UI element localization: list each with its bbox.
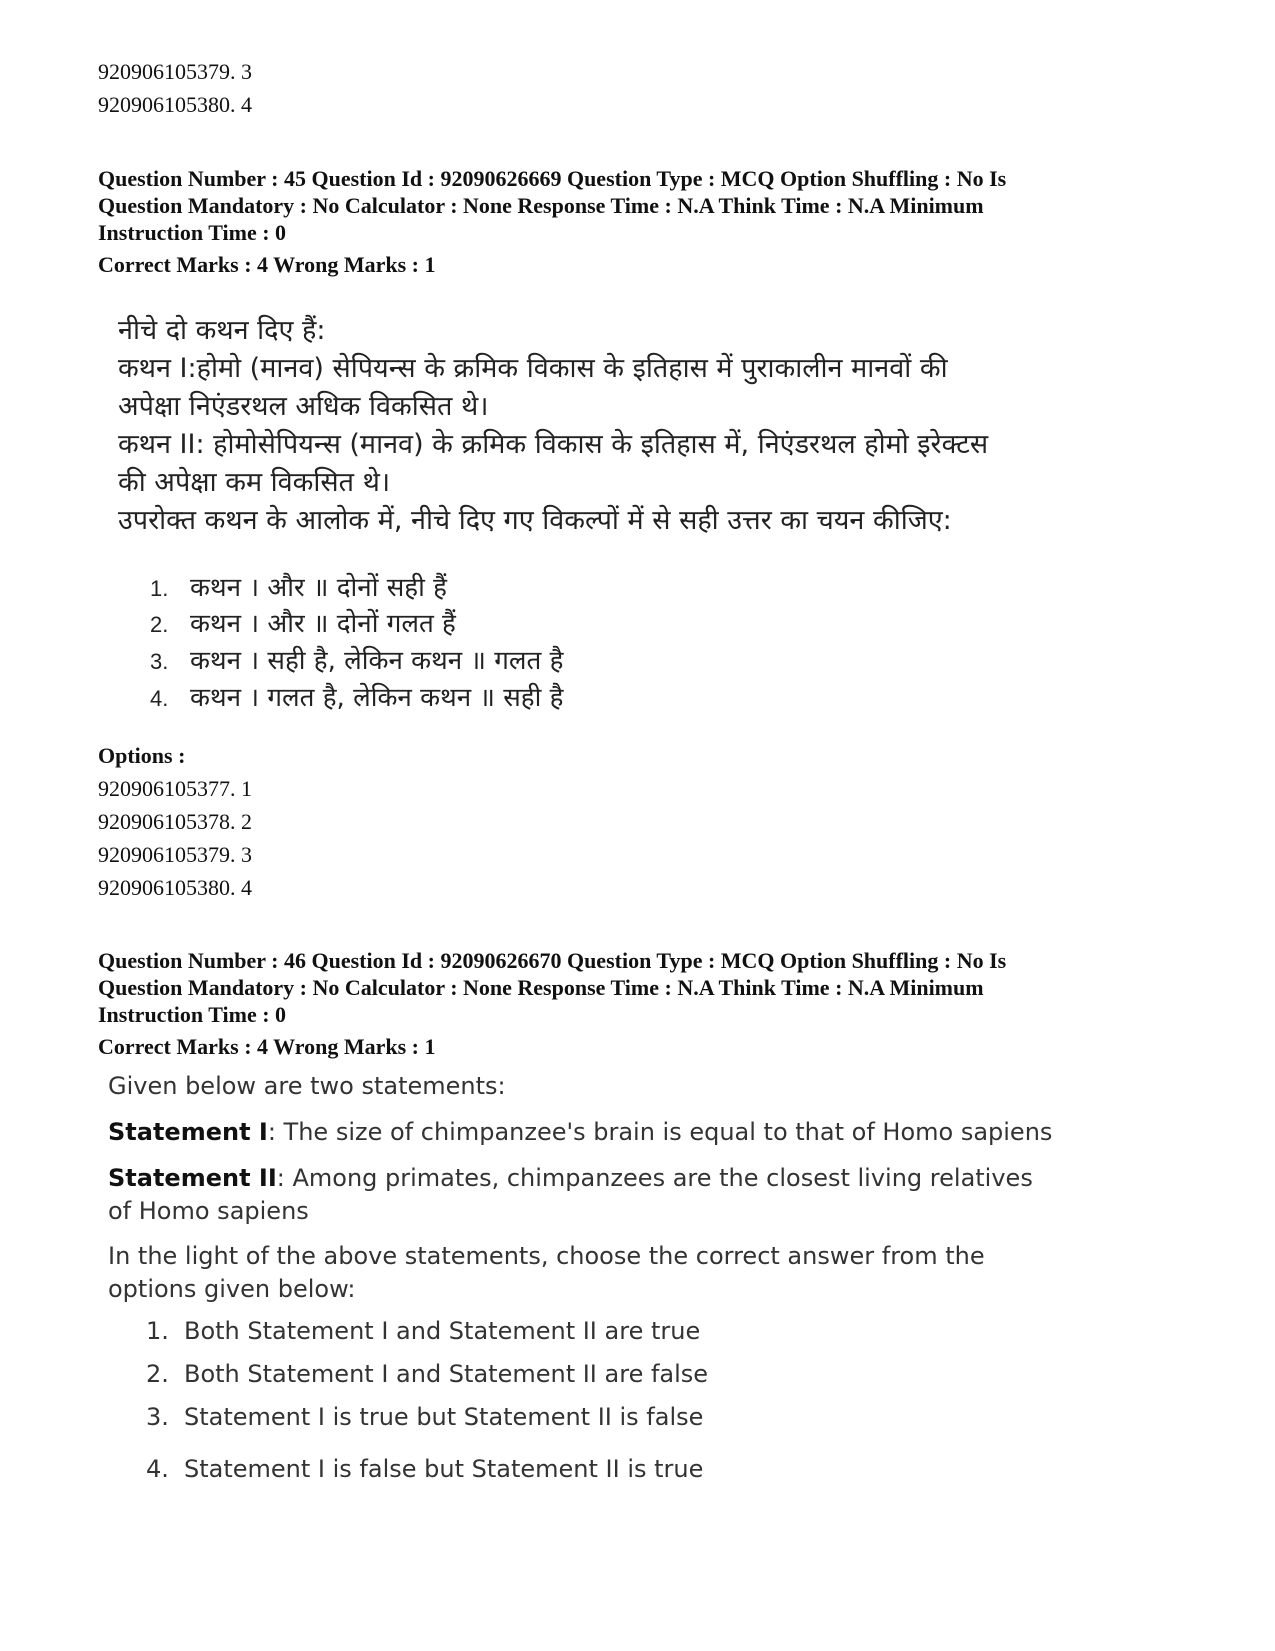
statement-2-label: Statement II [108,1164,277,1192]
options-label: Options : [98,743,186,768]
statement-1-text: : The size of chimpanzee's brain is equal to that of Homo sapiens [267,1118,1053,1146]
choice-text: कथन । और ॥ दोनों सही हैं [190,573,447,603]
question-46-choice [146,1317,700,1345]
option-line: 920906105379. 3 [98,842,252,867]
question-45-choice [150,568,447,604]
option-line: 920906105380. 4 [98,875,252,900]
body-line: कथन II: होमोसेपियन्स (मानव) के क्रमिक विकास के इतिहास में, निएंडरथल होमो इरेक्टस [118,429,989,460]
question-46-choice [146,1403,703,1431]
question-45-choice [150,604,456,640]
question-46-choice [146,1455,703,1483]
statement-2-text-cont: of Homo sapiens [108,1197,309,1225]
body-line: की अपेक्षा कम विकसित थे। [118,467,391,498]
question-45-marks: Correct Marks : 4 Wrong Marks : 1 [98,252,436,277]
choice-number: 3. [146,1403,169,1431]
body-line: नीचे दो कथन दिए हैं: [118,315,326,346]
option-line: 920906105377. 1 [98,776,252,801]
statement-1 [108,1116,1052,1149]
choice-text: कथन । सही है, लेकिन कथन ॥ गलत है [190,646,564,676]
choice-number: 2. [146,1360,169,1388]
meta-line: Question Number : 45 Question Id : 92090626669 Question Type : MCQ Option Shuffling : No Is [98,166,1007,191]
choice-text: Statement I is true but Statement II is false [184,1403,704,1431]
choice-number: 4. [146,1455,169,1483]
choice-number: 3. [150,649,169,674]
meta-line: Instruction Time : 0 [98,1002,287,1027]
question-46-meta [98,947,1178,1028]
choice-number: 1. [146,1317,169,1345]
meta-line: Question Number : 46 Question Id : 92090626670 Question Type : MCQ Option Shuffling : No Is [98,948,1007,973]
body-line: कथन I:होमो (मानव) सेपियन्स के क्रमिक विकास के इतिहास में पुराकालीन मानवों की [118,353,948,384]
statement-2 [108,1162,1033,1228]
meta-line: Instruction Time : 0 [98,220,287,245]
choice-text: Statement I is false but Statement II is true [184,1455,704,1483]
question-45-meta [98,165,1178,246]
question-45-choice [150,678,563,714]
option-line: 920906105378. 2 [98,809,252,834]
body-line: उपरोक्त कथन के आलोक में, नीचे दिए गए विकल्पों में से सही उत्तर का चयन कीजिए: [118,505,952,536]
instruction-line: In the light of the above statements, choose the correct answer from the [108,1242,985,1270]
statement-1-label: Statement I [108,1118,268,1146]
question-46-marks: Correct Marks : 4 Wrong Marks : 1 [98,1034,436,1059]
question-46-instruction [108,1240,985,1306]
body-line: अपेक्षा निएंडरथल अधिक विकसित थे। [118,391,489,422]
question-46-intro: Given below are two statements: [108,1072,506,1100]
option-line: 920906105379. 3 [98,59,252,84]
choice-text: Both Statement I and Statement II are false [184,1360,709,1388]
choice-number: 4. [150,686,169,711]
choice-text: Both Statement I and Statement II are true [184,1317,701,1345]
meta-line: Question Mandatory : No Calculator : None Response Time : N.A Think Time : N.A Minimum [98,193,984,218]
option-line: 920906105380. 4 [98,92,252,117]
choice-text: कथन । और ॥ दोनों गलत हैं [190,609,456,639]
instruction-line: options given below: [108,1275,356,1303]
statement-2-text: : Among primates, chimpanzees are the closest living relatives [276,1164,1033,1192]
meta-line: Question Mandatory : No Calculator : None Response Time : N.A Think Time : N.A Minimum [98,975,984,1000]
choice-number: 1. [150,576,169,601]
question-46-choice [146,1360,708,1388]
question-45-body [118,312,988,540]
choice-number: 2. [150,612,169,637]
question-45-choice [150,641,563,677]
choice-text: कथन । गलत है, लेकिन कथन ॥ सही है [190,683,564,713]
